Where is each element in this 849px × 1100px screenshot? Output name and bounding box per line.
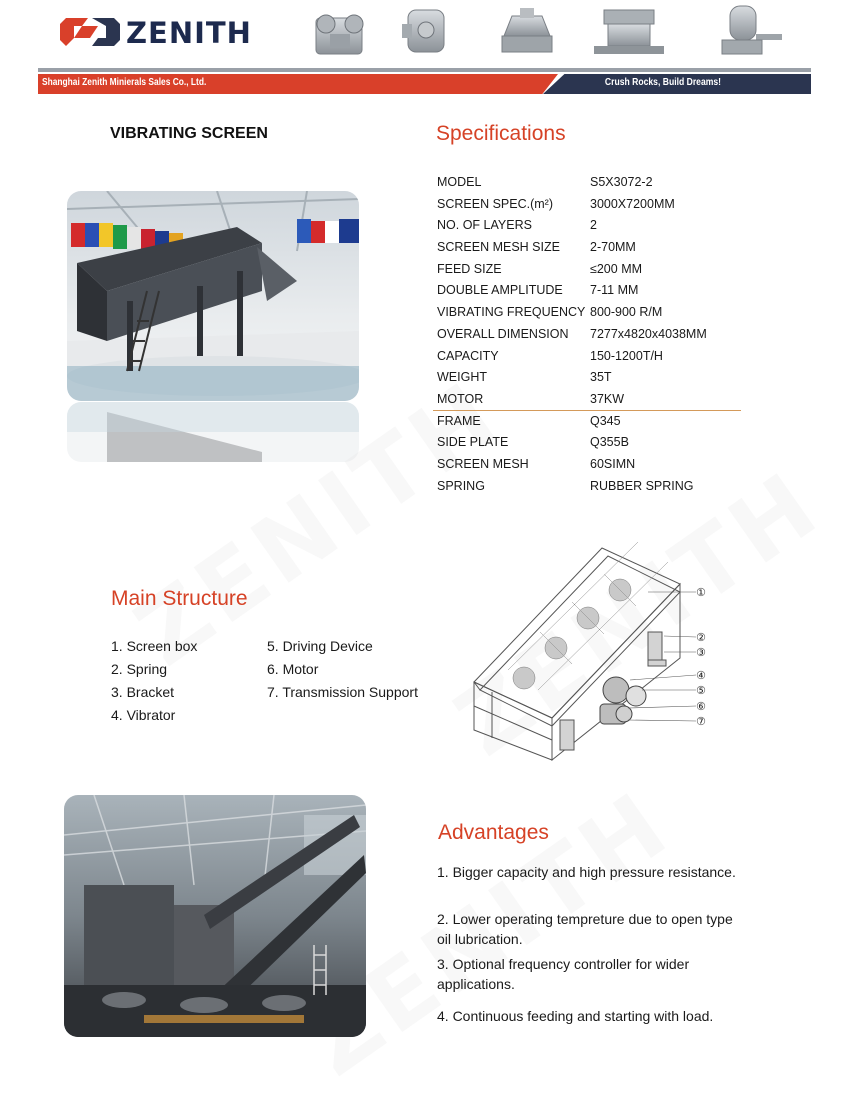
page-header (38, 0, 811, 96)
structure-item: 6. Motor (267, 661, 319, 677)
zenith-logo-icon (56, 12, 136, 52)
spec-row: SCREEN MESH 60SIMN (437, 456, 636, 471)
callout-4: ④ (696, 669, 706, 682)
spec-row: DOUBLE AMPLITUDE 7-11 MM (437, 283, 639, 298)
advantage-item: 4. Continuous feeding and starting with load. (437, 1008, 714, 1024)
product-title: VIBRATING SCREEN (110, 125, 268, 142)
spec-row: SPRING RUBBER SPRING (437, 478, 694, 493)
structure-diagram (452, 540, 722, 765)
spec-row: CAPACITY 150-1200T/H (437, 348, 663, 363)
callout-5: ⑤ (696, 684, 706, 697)
advantage-item: 1. Bigger capacity and high pressure resistance. (437, 864, 736, 880)
product-photo (67, 191, 359, 401)
structure-item: 1. Screen box (111, 638, 198, 654)
callout-1: ① (696, 586, 706, 599)
callout-7: ⑦ (696, 715, 706, 728)
spec-divider (433, 410, 741, 411)
spec-row: MOTOR 37KW (437, 391, 625, 406)
installation-photo (64, 795, 366, 1037)
advantage-item: 3. Optional frequency controller for wider applications. (437, 956, 690, 992)
specifications-table (437, 172, 742, 497)
advantage-item: 2. Lower operating tempreture due to open type oil lubrication. (437, 911, 733, 947)
product-photo-reflection (67, 402, 359, 462)
main-structure-heading: Main Structure (111, 587, 248, 610)
structure-list-left (111, 635, 197, 727)
spec-row: SCREEN SPEC.(m²) 3000X7200MM (437, 196, 675, 211)
brand-logo (56, 12, 256, 52)
brand-name: ZENITH (126, 16, 252, 50)
machine-lineup-image (298, 2, 808, 64)
header-band (38, 74, 811, 94)
structure-item: 3. Bracket (111, 684, 175, 700)
structure-item: 2. Spring (111, 661, 168, 677)
spec-row: NO. OF LAYERS 2 (437, 218, 597, 233)
callout-2: ② (696, 631, 706, 644)
company-name: Shanghai Zenith Minierals Sales Co., Ltd. (42, 77, 207, 88)
structure-item: 7. Transmission Support (267, 684, 418, 700)
advantages-heading: Advantages (438, 821, 549, 844)
spec-row: SIDE PLATE Q355B (437, 435, 629, 450)
callout-6: ⑥ (696, 700, 706, 713)
structure-list-right (267, 635, 418, 704)
structure-item: 4. Vibrator (111, 707, 176, 723)
specifications-heading: Specifications (436, 122, 566, 145)
callout-3: ③ (696, 646, 706, 659)
spec-row: FEED SIZE ≤200 MM (437, 261, 643, 276)
spec-row: OVERALL DIMENSION 7277x4820x4038MM (437, 326, 707, 341)
spec-row: VIBRATING FREQUENCY 800-900 R/M (437, 305, 663, 320)
header-rule (38, 68, 811, 72)
spec-row: WEIGHT 35T (437, 370, 612, 385)
spec-row: SCREEN MESH SIZE 2-70MM (437, 240, 636, 255)
structure-item: 5. Driving Device (267, 638, 373, 654)
spec-row: FRAME Q345 (437, 413, 621, 428)
spec-row: MODEL S5X3072-2 (437, 175, 653, 189)
slogan: Crush Rocks, Build Dreams! (604, 77, 721, 88)
